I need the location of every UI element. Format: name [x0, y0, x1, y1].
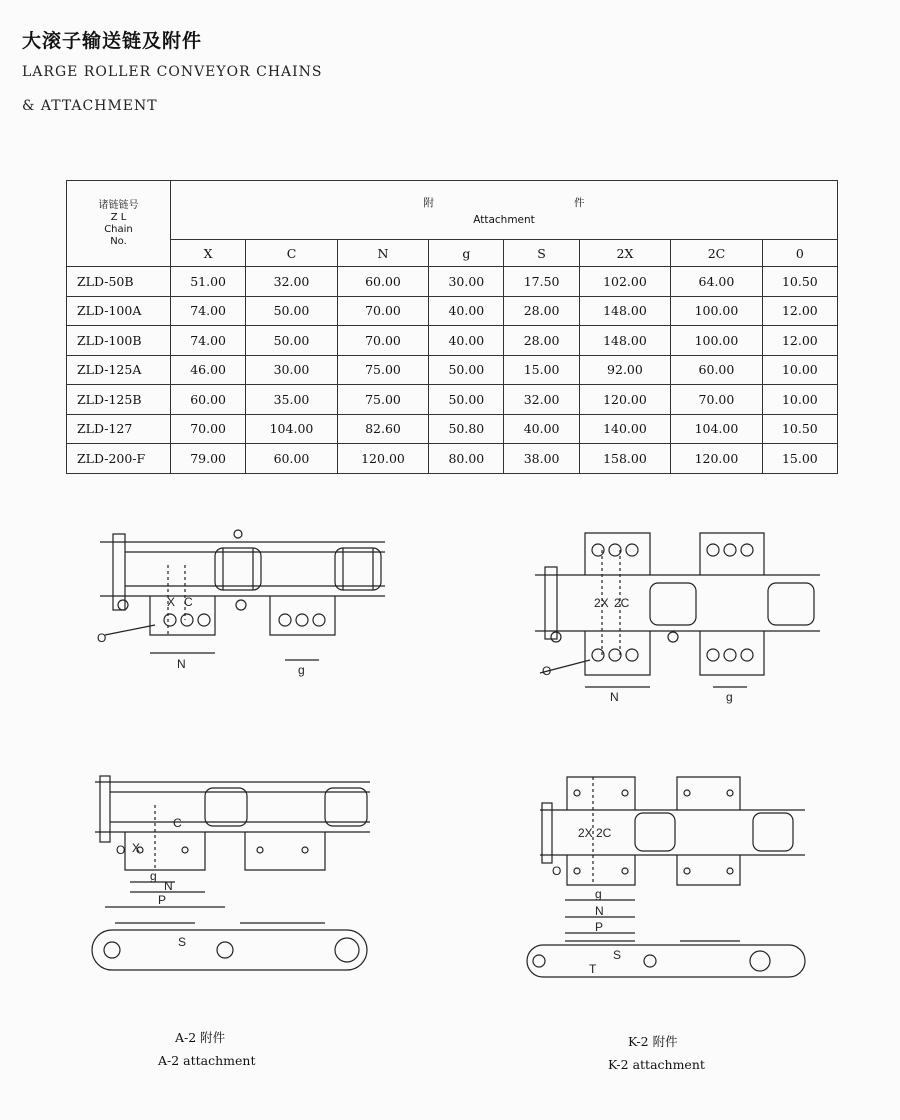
value-cell: 30.00: [246, 355, 338, 385]
value-cell: 10.00: [762, 355, 837, 385]
value-cell: 100.00: [671, 326, 763, 356]
table-row: [67, 296, 838, 326]
value-cell: 12.00: [762, 326, 837, 356]
a2-bottom-drawing: [80, 770, 380, 985]
value-cell: 80.00: [429, 444, 504, 474]
value-cell: 120.00: [579, 385, 671, 415]
value-cell: 148.00: [579, 326, 671, 356]
chain-model-cell: ZLD-125A: [67, 355, 171, 385]
value-cell: 15.00: [762, 444, 837, 474]
k2-top-drawing: [530, 525, 830, 705]
page-title-cn: 大滚子输送链及附件: [22, 30, 203, 52]
value-cell: 70.00: [337, 326, 429, 356]
a2-caption-en: A-2 attachment: [158, 1053, 256, 1068]
value-cell: 64.00: [671, 267, 763, 297]
value-cell: 50.00: [429, 385, 504, 415]
value-cell: 10.50: [762, 414, 837, 444]
chain-model-cell: ZLD-100A: [67, 296, 171, 326]
value-cell: 158.00: [579, 444, 671, 474]
value-cell: 10.00: [762, 385, 837, 415]
model-header-code: Z L: [110, 211, 127, 223]
value-cell: 70.00: [671, 385, 763, 415]
a2b-label-g: g: [150, 869, 157, 883]
attachment-header-cn-right: 件: [574, 196, 585, 209]
column-header: 2C: [671, 240, 763, 267]
value-cell: 30.00: [429, 267, 504, 297]
value-cell: 60.00: [171, 385, 246, 415]
chain-model-cell: ZLD-50B: [67, 267, 171, 297]
k2b-label-g: g: [595, 887, 602, 901]
value-cell: 82.60: [337, 414, 429, 444]
column-header: N: [337, 240, 429, 267]
value-cell: 120.00: [337, 444, 429, 474]
k2-bottom-drawing: [525, 775, 815, 990]
value-cell: 148.00: [579, 296, 671, 326]
value-cell: 10.50: [762, 267, 837, 297]
value-cell: 120.00: [671, 444, 763, 474]
a2-label-x: X: [167, 595, 176, 609]
k2b-label-2x2c: 2X 2C: [578, 826, 612, 840]
value-cell: 12.00: [762, 296, 837, 326]
k2b-label-n: N: [595, 904, 604, 918]
value-cell: 74.00: [171, 326, 246, 356]
value-cell: 60.00: [671, 355, 763, 385]
value-cell: 50.00: [246, 326, 338, 356]
value-cell: 40.00: [429, 296, 504, 326]
a2-label-o: O: [97, 631, 107, 645]
table-row: [67, 326, 838, 356]
value-cell: 32.00: [504, 385, 579, 415]
value-cell: 40.00: [429, 326, 504, 356]
a2-label-c: C: [184, 595, 193, 609]
value-cell: 75.00: [337, 385, 429, 415]
a2b-label-o: O: [116, 843, 126, 857]
k2-label-g: g: [726, 690, 733, 704]
value-cell: 102.00: [579, 267, 671, 297]
table-row: [67, 355, 838, 385]
value-cell: 50.80: [429, 414, 504, 444]
value-cell: 104.00: [671, 414, 763, 444]
value-cell: 46.00: [171, 355, 246, 385]
k2-label-2x: 2X: [594, 596, 609, 610]
a2b-label-n: N: [164, 879, 173, 893]
value-cell: 38.00: [504, 444, 579, 474]
value-cell: 32.00: [246, 267, 338, 297]
model-header-chain: Chain: [104, 223, 133, 235]
value-cell: 60.00: [337, 267, 429, 297]
value-cell: 140.00: [579, 414, 671, 444]
model-header-cn: 诸链链号: [98, 199, 139, 211]
value-cell: 51.00: [171, 267, 246, 297]
spec-table: [66, 180, 838, 474]
value-cell: 28.00: [504, 296, 579, 326]
a2b-label-p: P: [158, 893, 167, 907]
a2b-label-c: C: [173, 816, 182, 830]
column-header: 2X: [579, 240, 671, 267]
value-cell: 35.00: [246, 385, 338, 415]
value-cell: 74.00: [171, 296, 246, 326]
value-cell: 75.00: [337, 355, 429, 385]
column-header: S: [504, 240, 579, 267]
chain-model-cell: ZLD-100B: [67, 326, 171, 356]
chain-model-cell: ZLD-200-F: [67, 444, 171, 474]
a2-top-drawing: [95, 520, 395, 680]
table-row: [67, 385, 838, 415]
page-title-en-line2: & ATTACHMENT: [22, 98, 158, 114]
model-header: [67, 181, 171, 267]
model-header-no: No.: [110, 235, 127, 247]
value-cell: 40.00: [504, 414, 579, 444]
k2-label-o: O: [542, 664, 552, 678]
value-cell: 50.00: [429, 355, 504, 385]
a2b-label-s: S: [178, 935, 187, 949]
a2b-label-x: X: [132, 841, 141, 855]
column-header: X: [171, 240, 246, 267]
column-header: 0: [762, 240, 837, 267]
chain-model-cell: ZLD-125B: [67, 385, 171, 415]
value-cell: 70.00: [171, 414, 246, 444]
table-row: [67, 414, 838, 444]
value-cell: 60.00: [246, 444, 338, 474]
value-cell: 50.00: [246, 296, 338, 326]
attachment-header-cn-left: 附: [423, 196, 434, 209]
value-cell: 17.50: [504, 267, 579, 297]
table-row: [67, 444, 838, 474]
value-cell: 104.00: [246, 414, 338, 444]
a2-label-n: N: [177, 657, 186, 671]
column-header: C: [246, 240, 338, 267]
chain-model-cell: ZLD-127: [67, 414, 171, 444]
value-cell: 79.00: [171, 444, 246, 474]
k2b-label-s: S: [613, 948, 622, 962]
attachment-header: [171, 181, 838, 240]
k2b-label-t: T: [589, 962, 597, 976]
attachment-header-en: Attachment: [473, 213, 535, 226]
value-cell: 100.00: [671, 296, 763, 326]
k2-label-2c: 2C: [614, 596, 630, 610]
k2b-label-o: O: [552, 864, 562, 878]
k2-caption-en: K-2 attachment: [608, 1057, 705, 1072]
k2-label-n: N: [610, 690, 619, 704]
table-row: [67, 267, 838, 297]
k2-caption-cn: K-2 附件: [628, 1034, 678, 1049]
value-cell: 28.00: [504, 326, 579, 356]
a2-label-g: g: [298, 663, 305, 677]
value-cell: 15.00: [504, 355, 579, 385]
value-cell: 92.00: [579, 355, 671, 385]
column-header: g: [429, 240, 504, 267]
k2b-label-p: P: [595, 920, 604, 934]
page-title-en-line1: LARGE ROLLER CONVEYOR CHAINS: [22, 64, 323, 80]
value-cell: 70.00: [337, 296, 429, 326]
a2-caption-cn: A-2 附件: [175, 1030, 226, 1045]
